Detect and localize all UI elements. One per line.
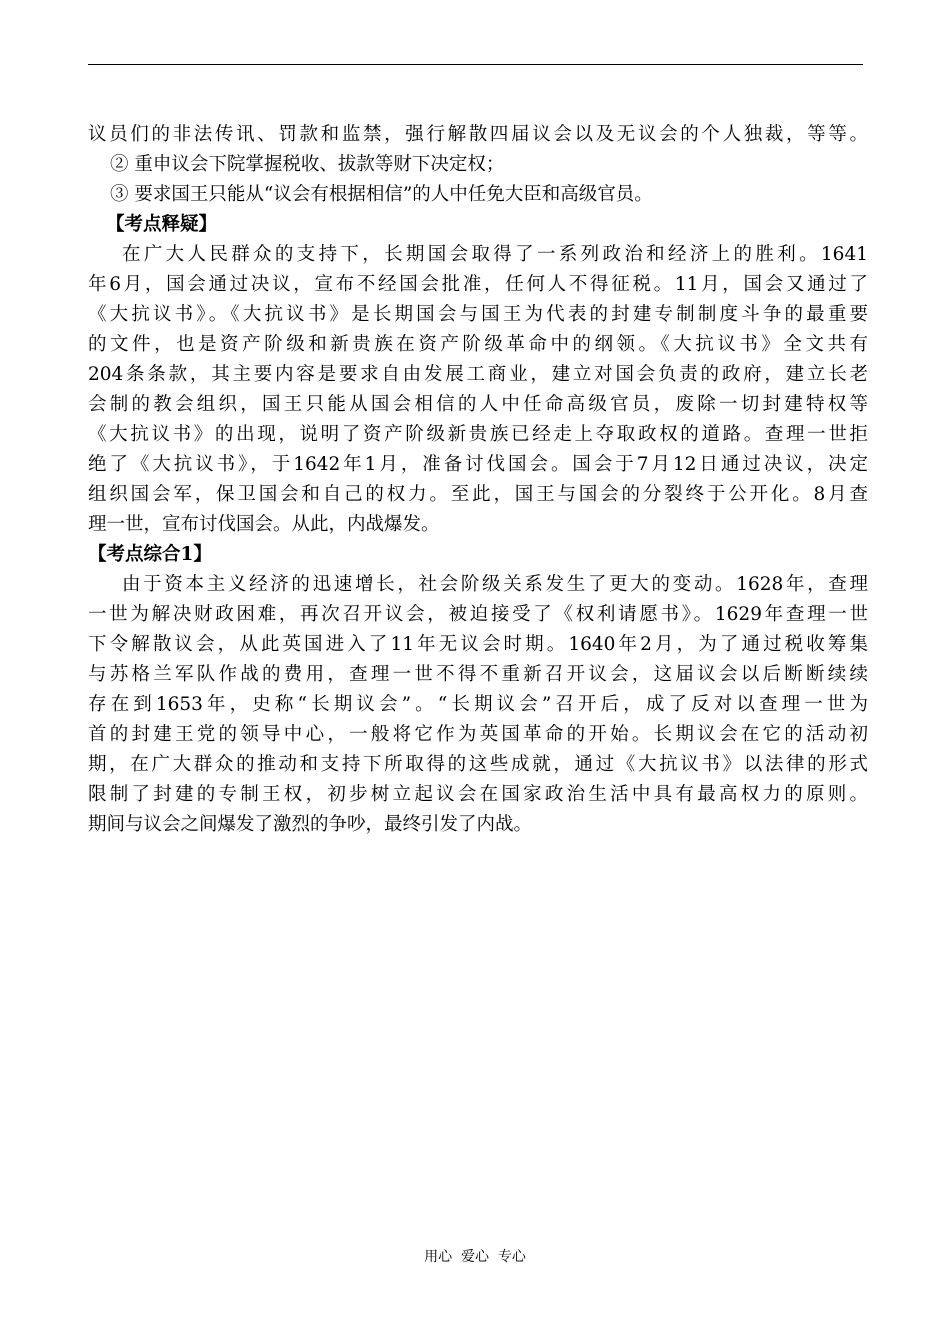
- document-body: [88, 120, 868, 840]
- section1-paragraph-line: 年6月，国会通过决议，宣布不经国会批准，任何人不得征税。11月，国会又通过了: [88, 274, 868, 295]
- section1-paragraph-line: 的文件，也是资产阶级和新贵族在资产阶级革命中的纲领。《大抗议书》全文共有: [88, 334, 868, 355]
- section2-paragraph-line: 由于资本主义经济的迅速增长，社会阶级关系发生了更大的变动。1628年，查理: [122, 574, 868, 595]
- section2-paragraph-line: 期间与议会之间爆发了激烈的争吵，最终引发了内战。: [88, 814, 533, 835]
- section1-paragraph-line: 绝了《大抗议书》，于1642年1月，准备讨伐国会。国会于7月12日通过决议，决定: [88, 454, 868, 475]
- section2-paragraph-line: 下令解散议会，从此英国进入了11年无议会时期。1640年2月，为了通过税收筹集: [88, 634, 868, 655]
- section1-paragraph-line: 《大抗议书》。《大抗议书》是长期国会与国王为代表的封建专制制度斗争的最重要: [88, 304, 868, 325]
- section2-paragraph-line: 期，在广大群众的推动和支持下所取得的这些成就，通过《大抗议书》以法律的形式: [88, 754, 868, 775]
- section1-paragraph-line: 理一世，宣布讨伐国会。从此，内战爆发。: [88, 514, 440, 535]
- section1-paragraph-line: 在广大人民群众的支持下，长期国会取得了一系列政治和经济上的胜利。1641: [122, 244, 868, 265]
- section2-paragraph-line: 存在到1653年，史称“长期议会”。“长期议会”召开后，成了反对以查理一世为: [88, 694, 868, 715]
- intro-item-2: ② 重申议会下院掌握税收、拔款等财下决定权；: [110, 154, 505, 175]
- section1-paragraph-line: 会制的教会组织，国王只能从国会相信的人中任命高级官员，废除一切封建特权等: [88, 394, 868, 415]
- section2-paragraph-line: 一世为解决财政困难，再次召开议会，被迫接受了《权利请愿书》。1629年查理一世: [88, 604, 868, 625]
- intro-item-3: ③ 要求国王只能从“议会有根据相信”的人中任免大臣和高级官员。: [110, 184, 653, 205]
- header-rule: [88, 64, 863, 65]
- section1-paragraph-line: 204条条款，其主要内容是要求自由发展工商业，建立对国会负责的政府，建立长老: [88, 364, 868, 385]
- section-heading-kaodian-zonghe-1: 【考点综合1】: [88, 544, 212, 565]
- section1-paragraph-line: 《大抗议书》的出现，说明了资产阶级新贵族已经走上夺取政权的道路。查理一世拒: [88, 424, 868, 445]
- section1-paragraph-line: 组织国会军，保卫国会和自己的权力。至此，国王与国会的分裂终于公开化。8月查: [88, 484, 868, 505]
- intro-line-1: 议员们的非法传讯、罚款和监禁，强行解散四届议会以及无议会的个人独裁，等等。: [88, 124, 868, 145]
- section-heading-kaodian-shiyi: 【考点释疑】: [106, 214, 218, 235]
- section2-paragraph-line: 限制了封建的专制王权，初步树立起议会在国家政治生活中具有最高权力的原则。: [88, 784, 868, 805]
- page-footer: 用心 爱心 专心: [424, 1249, 526, 1265]
- section2-paragraph-line: 首的封建王党的领导中心，一般将它作为英国革命的开始。长期议会在它的活动初: [88, 724, 868, 745]
- section2-paragraph-line: 与苏格兰军队作战的费用，查理一世不得不重新召开议会，这届议会以后断断续续: [88, 664, 868, 685]
